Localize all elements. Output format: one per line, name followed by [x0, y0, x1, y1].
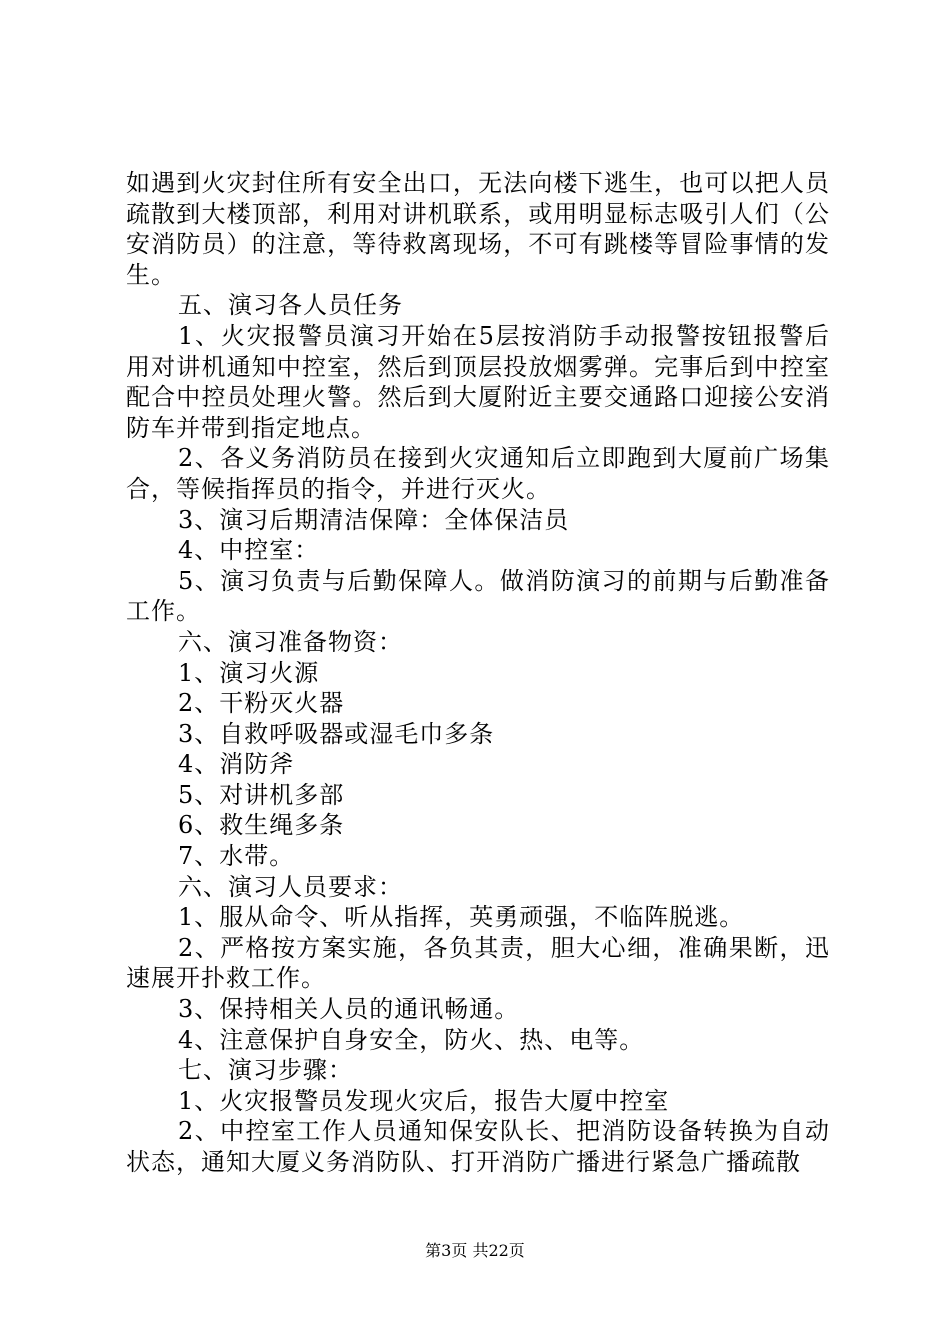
paragraph: 4、注意保护自身安全，防火、热、电等。	[178, 1025, 645, 1054]
paragraph: 七、演习步骤：	[178, 1056, 353, 1085]
paragraph: 5、对讲机多部	[178, 780, 345, 809]
paragraph: 1、演习火源	[178, 658, 320, 687]
paragraph: 6、救生绳多条	[178, 811, 345, 840]
paragraph: 2、中控室工作人员通知保安队长、把消防设备转换为自动状态，通知大厦义务消防队、打开消防广播进行紧急广播疏散	[126, 1117, 830, 1176]
paragraph: 5、演习负责与后勤保障人。做消防演习的前期与后勤准备工作。	[126, 566, 830, 626]
document-body	[126, 168, 830, 1178]
paragraph: 2、严格按方案实施，各负其责，胆大心细，准确果断，迅速展开扑救工作。	[126, 933, 830, 993]
paragraph: 7、水带。	[178, 842, 295, 871]
paragraph: 3、自救呼吸器或湿毛巾多条	[178, 719, 495, 748]
paragraph: 1、火灾报警员演习开始在5层按消防手动报警按钮报警后用对讲机通知中控室，然后到顶层投放烟雾弹。完事后到中控室配合中控员处理火警。然后到大厦附近主要交通路口迎接公安消防车并带到指定地点。	[126, 321, 830, 442]
page-footer: 第3页 共22页	[425, 1241, 525, 1260]
paragraph: 3、演习后期清洁保障：全体保洁员	[178, 505, 570, 534]
paragraph: 4、消防斧	[178, 750, 295, 779]
paragraph: 4、中控室：	[178, 536, 320, 565]
paragraph: 六、演习准备物资：	[178, 627, 403, 656]
paragraph: 如遇到火灾封住所有安全出口，无法向楼下逃生，也可以把人员疏散到大楼顶部，利用对讲机联系，或用明显标志吸引人们（公安消防员）的注意，等待救离现场，不可有跳楼等冒险事情的发生。	[126, 169, 830, 289]
paragraph: 1、服从命令、听从指挥，英勇顽强，不临阵脱逃。	[178, 903, 745, 932]
paragraph: 2、干粉灭火器	[178, 689, 345, 718]
paragraph: 五、演习各人员任务	[178, 291, 403, 320]
paragraph: 2、各义务消防员在接到火灾通知后立即跑到大厦前广场集合，等候指挥员的指令，并进行灭火。	[126, 444, 830, 503]
paragraph: 3、保持相关人员的通讯畅通。	[178, 995, 520, 1024]
paragraph: 1、火灾报警员发现火灾后，报告大厦中控室	[178, 1086, 670, 1115]
paragraph: 六、演习人员要求：	[178, 872, 403, 901]
